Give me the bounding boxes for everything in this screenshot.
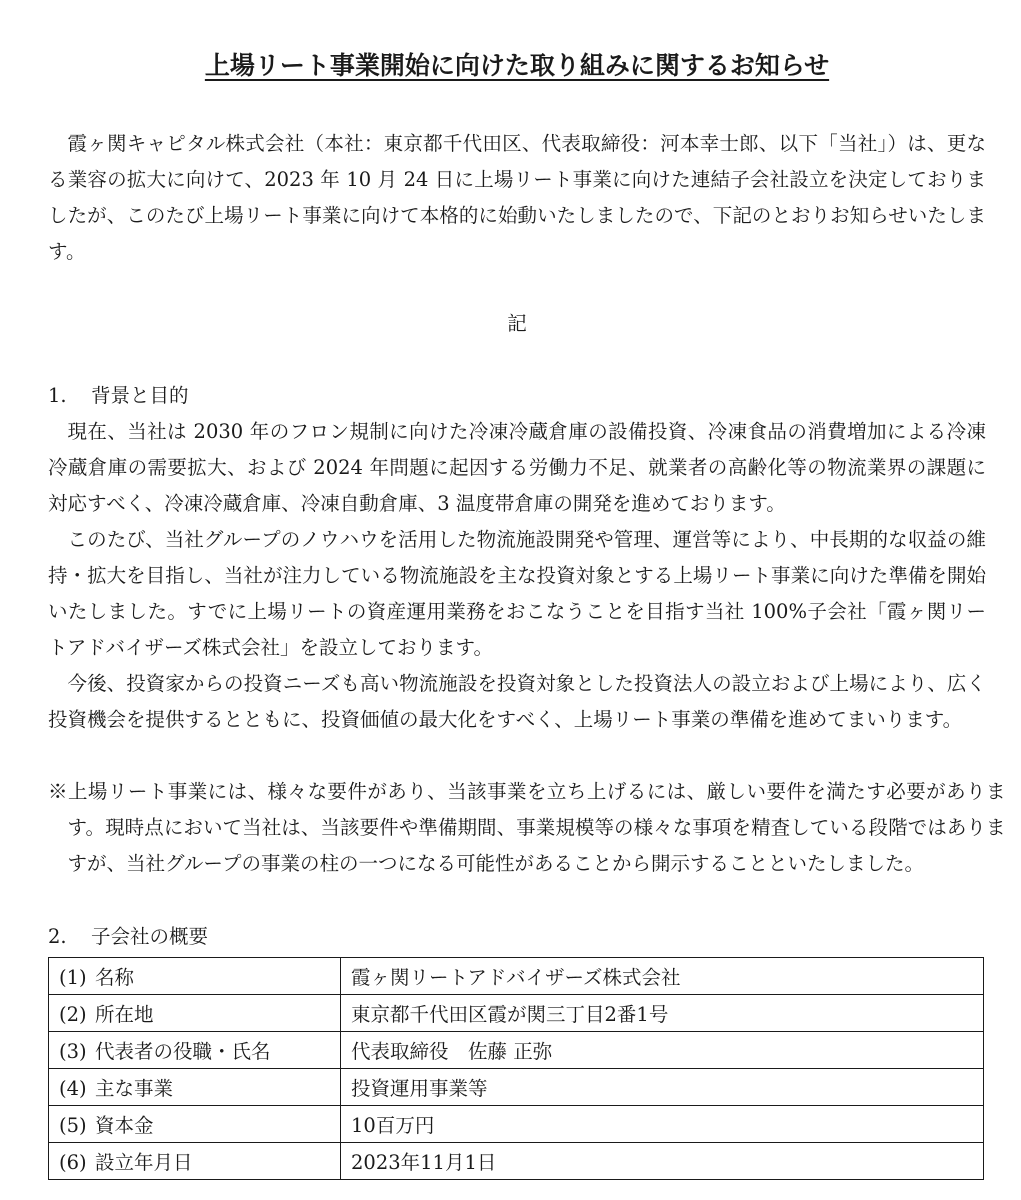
section1-heading	[48, 378, 189, 414]
ki-heading: 記	[507, 312, 527, 335]
table-label-cell	[49, 1032, 341, 1069]
table-row	[49, 1143, 984, 1180]
table-label-cell	[49, 958, 341, 995]
subsidiary-overview-table	[48, 957, 984, 1180]
row-number: (1)	[59, 966, 87, 989]
table-value-cell: 10百万円	[341, 1106, 984, 1143]
table-row	[49, 1106, 984, 1143]
row-label: 代表者の役職・氏名	[95, 1040, 271, 1063]
document-title-text: 上場リート事業開始に向けた取り組みに関するお知らせ	[204, 51, 830, 80]
section1-note: ※上場リート事業には、様々な要件があり、当該事業を立ち上げるには、厳しい要件を満たす必要があります。現時点において当社は、当該要件や準備期間、事業規模等の様々な事項を精査している段階ではありますが、当社グループの事業の柱の一つになる可能性があることから開示することといたしました。	[48, 780, 1006, 875]
row-label: 名称	[95, 966, 135, 989]
row-label: 資本金	[95, 1114, 154, 1137]
table-row	[49, 1032, 984, 1069]
row-number: (5)	[59, 1114, 87, 1137]
table-value-cell: 東京都千代田区霞が関三丁目2番1号	[341, 995, 984, 1032]
intro-paragraph: 霞ヶ関キャピタル株式会社（本社：東京都千代田区、代表取締役：河本幸士郎、以下「当社」）は、更なる業容の拡大に向けて、2023 年 10 月 24 日に上場リート事業に向けた連結子会社設立を決定しておりましたが、このたび上場リート事業に向けて本格的に始動いたしましたので、下記のとおりお知らせいたします。	[48, 132, 986, 263]
row-number: (6)	[59, 1151, 87, 1174]
section2-heading-text: 子会社の概要	[91, 925, 209, 948]
table-value-cell: 2023年11月1日	[341, 1143, 984, 1180]
row-label: 所在地	[95, 1003, 154, 1026]
table-label-cell	[49, 1106, 341, 1143]
table-row	[49, 995, 984, 1032]
section1-paragraph-1: 現在、当社は 2030 年のフロン規制に向けた冷凍冷蔵倉庫の設備投資、冷凍食品の消費増加による冷凍冷蔵倉庫の需要拡大、および 2024 年問題に起因する労働力不足、就業者の高齢化等の物流業界の課題に対応すべく、冷凍冷蔵倉庫、冷凍自動倉庫、3 温度帯倉庫の開発を進めております。	[48, 420, 986, 515]
section1-paragraph-2: このたび、当社グループのノウハウを活用した物流施設開発や管理、運営等により、中長期的な収益の維持・拡大を目指し、当社が注力している物流施設を主な投資対象とする上場リート事業に向けた準備を開始いたしました。すでに上場リートの資産運用業務をおこなうことを目指す当社 100%子会社「霞ヶ関リートアドバイザーズ株式会社」を設立しております。	[48, 528, 986, 659]
document-title	[48, 48, 986, 84]
table-row	[49, 1069, 984, 1106]
table-label-cell	[49, 1143, 341, 1180]
section2-number: 2.	[48, 925, 67, 948]
row-label: 設立年月日	[95, 1151, 193, 1174]
table-row	[49, 958, 984, 995]
section1-heading-text: 背景と目的	[91, 384, 189, 407]
table-value-cell: 投資運用事業等	[341, 1069, 984, 1106]
row-number: (4)	[59, 1077, 87, 1100]
table-label-cell	[49, 1069, 341, 1106]
table-value-cell: 代表取締役 佐藤 正弥	[341, 1032, 984, 1069]
section1-paragraph-3: 今後、投資家からの投資ニーズも高い物流施設を投資対象とした投資法人の設立および上場により、広く投資機会を提供するとともに、投資価値の最大化をすべく、上場リート事業の準備を進めてまいります。	[48, 672, 986, 731]
row-label: 主な事業	[95, 1077, 174, 1100]
table-value-cell: 霞ヶ関リートアドバイザーズ株式会社	[341, 958, 984, 995]
section1-number: 1.	[48, 384, 67, 407]
table-label-cell	[49, 995, 341, 1032]
row-number: (2)	[59, 1003, 87, 1026]
row-number: (3)	[59, 1040, 87, 1063]
section2-heading	[48, 919, 208, 955]
